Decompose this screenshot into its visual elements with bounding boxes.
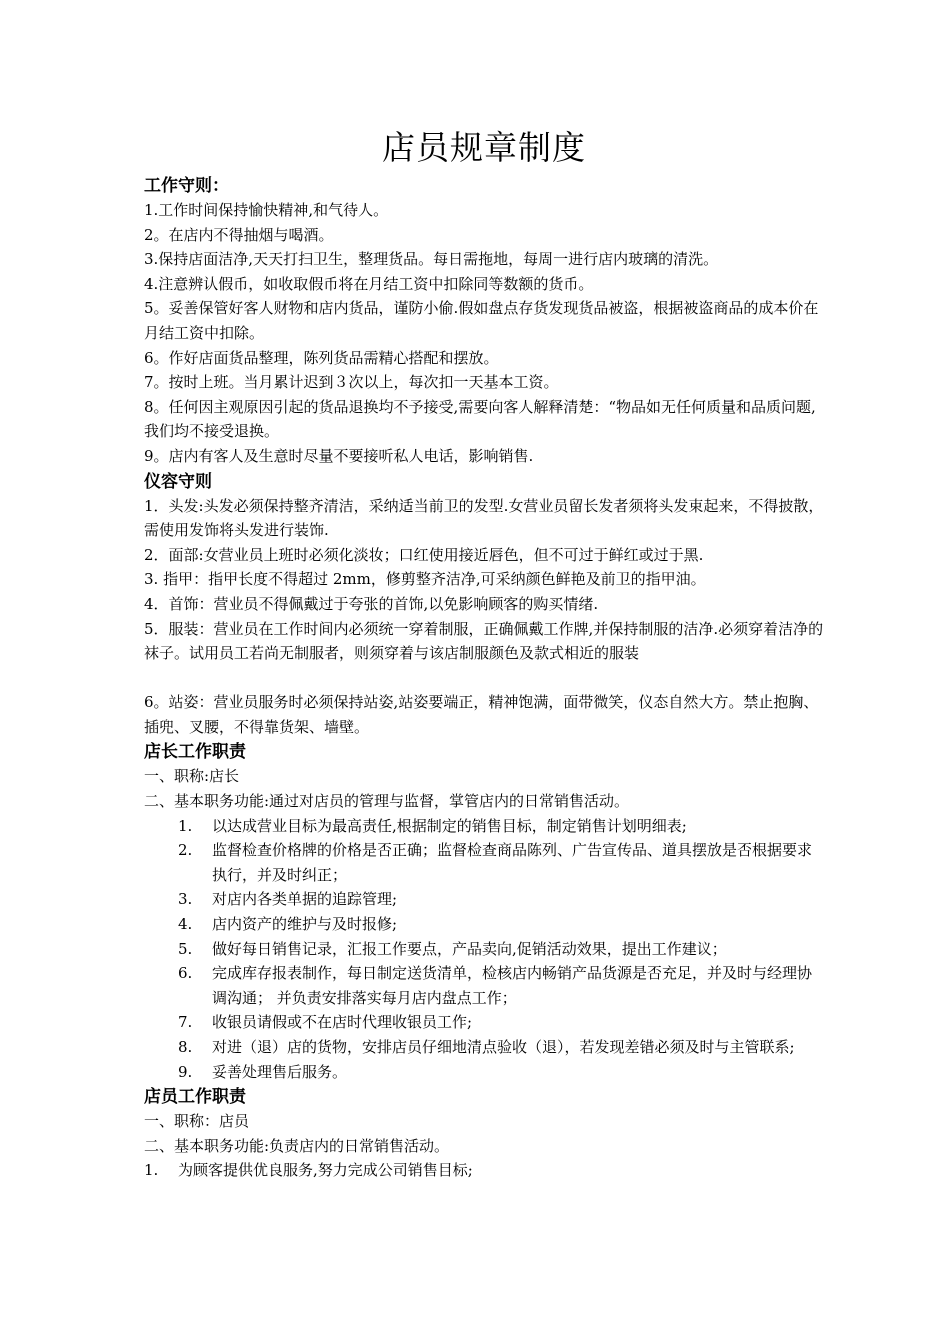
work-rule-7: 7。按时上班。当月累计迟到３次以上，每次扣一天基本工资。 [144, 373, 559, 392]
appearance-rule-6: 6。站姿：营业员服务时必须保持站姿,站姿要端正，精神饱满，面带微笑，仪态自然大方。禁止抱胸、插兜、叉腰，不得靠货架、墙壁。 [144, 693, 819, 736]
list-item-text: 完成库存报表制作，每日制定送货清单，检核店内畅销产品货源是否充足，并及时与经理协调沟通； 并负责安排落实每月店内盘点工作； [212, 964, 813, 1007]
list-item [144, 937, 824, 962]
work-rule-5: 5。妥善保管好客人财物和店内货品，谨防小偷.假如盘点存货发现货品被盗，根据被盗商品的成本价在月结工资中扣除。 [144, 299, 819, 342]
list-item [144, 1060, 824, 1085]
list-item [144, 961, 824, 1010]
work-rule-6: 6。作好店面货品整理，陈列货品需精心搭配和摆放。 [144, 348, 499, 367]
work-rule-2: 2。在店内不得抽烟与喝酒。 [144, 225, 334, 244]
appearance-rule-1: 1．头发:头发必须保持整齐清洁，采纳适当前卫的发型.女营业员留长发者须将头发束起来，不得披散，需使用发饰将头发进行装饰. [144, 496, 824, 540]
list-item-text: 以达成营业目标为最高责任,根据制定的销售目标，制定销售计划明细表; [212, 816, 687, 835]
list-item-text: 收银员请假或不在店时代理收银员工作; [212, 1013, 473, 1032]
list-item-number: 5. [178, 939, 193, 958]
list-item [144, 887, 824, 912]
list-item-text: 妥善处理售后服务。 [212, 1062, 348, 1081]
list-item-number: 6. [178, 964, 193, 983]
appearance-rule-2: 2．面部:女营业员上班时必须化淡妆；口红使用接近唇色，但不可过于鲜红或过于黑. [144, 545, 704, 564]
section-heading-manager-duties: 店长工作职责 [144, 742, 246, 763]
list-item-text: 为顾客提供优良服务,努力完成公司销售目标; [178, 1161, 473, 1180]
list-item [144, 838, 824, 887]
work-rule-4: 4.注意辨认假币，如收取假币将在月结工资中扣除同等数额的货币。 [144, 274, 594, 293]
list-item-text: 店内资产的维护与及时报修; [212, 915, 398, 934]
list-item-text: 对店内各类单据的追踪管理; [212, 890, 398, 909]
appearance-rule-5: 5．服装：营业员在工作时间内必须统一穿着制服，正确佩戴工作牌,并保持制服的洁净.必须穿着洁净的袜子。试用员工若尚无制服者，则须穿着与该店制服颜色及款式相近的服装 [144, 619, 824, 663]
work-rule-3: 3.保持店面洁净,天天打扫卫生，整理货品。每日需拖地，每周一进行店内玻璃的清洗。 [144, 250, 719, 269]
list-item-number: 4. [178, 915, 193, 934]
list-item-number: 7. [178, 1013, 193, 1032]
list-item-number: 9. [178, 1062, 193, 1081]
list-item-number: 1. [178, 816, 193, 835]
list-item-number: 3. [178, 890, 193, 909]
section-heading-appearance-rules: 仪容守则 [144, 471, 212, 492]
list-item [144, 1158, 824, 1183]
manager-title-line: 一、职称:店长 [144, 767, 240, 786]
manager-duty-list [144, 814, 824, 1085]
work-rule-1: 1.工作时间保持愉快精神,和气待人。 [144, 201, 389, 219]
section-heading-work-rules: 工作守则： [144, 176, 229, 196]
list-item-text: 做好每日销售记录，汇报工作要点，产品卖向,促销活动效果，提出工作建议； [212, 939, 727, 958]
clerk-duty-list [144, 1158, 824, 1183]
section-heading-clerk-duties: 店员工作职责 [144, 1087, 246, 1108]
document-page [144, 120, 824, 1183]
clerk-title-line: 一、职称：店员 [144, 1112, 250, 1131]
list-item [144, 1010, 824, 1035]
clerk-function-line: 二、基本职务功能:负责店内的日常销售活动。 [144, 1136, 450, 1155]
list-item-text: 监督检查价格牌的价格是否正确；监督检查商品陈列、广告宣传品、道具摆放是否根据要求执行，并及时纠正； [212, 841, 813, 884]
work-rule-8: 8。任何因主观原因引起的货品退换均不予接受,需要向客人解释清楚：“物品如无任何质量和品质问题,我们均不接受退换。 [144, 397, 816, 441]
blank-line [144, 666, 824, 691]
appearance-rule-4: 4．首饰：营业员不得佩戴过于夸张的首饰,以免影响顾客的购买情绪. [144, 594, 599, 613]
list-item-number: 2. [178, 841, 193, 860]
manager-function-line: 二、基本职务功能:通过对店员的管理与监督，掌管店内的日常销售活动。 [144, 792, 630, 811]
list-item-number: 8. [178, 1038, 193, 1056]
list-item-text: 对进（退）店的货物，安排店员仔细地清点验收（退），若发现差错必须及时与主管联系; [212, 1038, 795, 1056]
list-item [144, 1035, 824, 1060]
list-item [144, 814, 824, 839]
list-item [144, 912, 824, 937]
work-rule-9: 9。店内有客人及生意时尽量不要接听私人电话，影响销售. [144, 446, 534, 465]
list-item-number: 1. [144, 1161, 159, 1180]
appearance-rule-3: 3. 指甲：指甲长度不得超过 2mm，修剪整齐洁净,可采纳颜色鲜艳及前卫的指甲油。 [144, 570, 706, 589]
document-title: 店员规章制度 [382, 128, 586, 167]
